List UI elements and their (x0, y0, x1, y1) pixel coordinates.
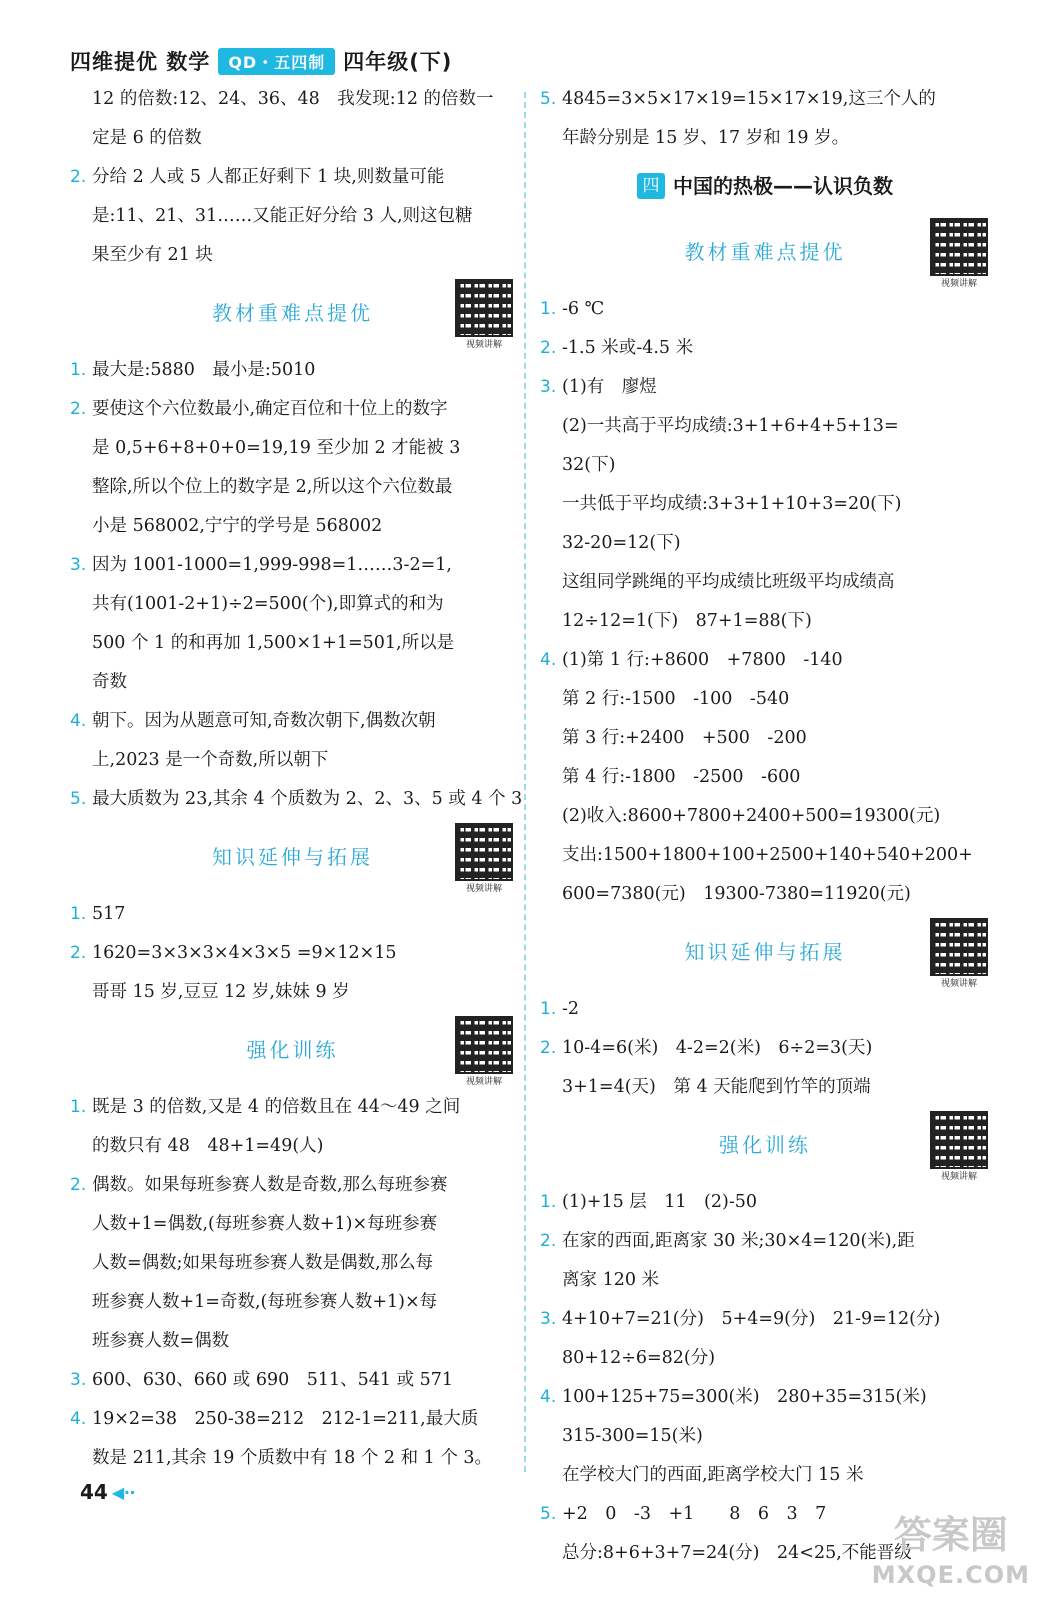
qr-code[interactable] (453, 1016, 515, 1088)
answer-item (70, 702, 515, 780)
answer-line: 19×2=38 250-38=212 212-1=211,最大质 (92, 1409, 479, 1429)
item-number: 1. (70, 904, 87, 924)
item-number: 4. (540, 1387, 557, 1407)
item-number: 2. (540, 338, 557, 358)
answer-item (70, 1400, 515, 1478)
answer-line: 4+10+7=21(分) 5+4=9(分) 21-9=12(分) (562, 1309, 941, 1329)
right-section-1-items (540, 290, 990, 914)
page-header (70, 44, 452, 78)
answer-line: 32(下) (562, 455, 616, 475)
answer-line: 数是 211,其余 19 个质数中有 18 个 2 和 1 个 3。 (92, 1448, 493, 1468)
item-number: 2. (70, 943, 87, 963)
answer-item (70, 1088, 515, 1166)
answer-line: 朝下。因为从题意可知,奇数次朝下,偶数次朝 (92, 711, 436, 731)
chapter-title: 中国的热极——认识负数 (673, 173, 893, 198)
chapter-heading (540, 158, 990, 214)
item-number: 4. (70, 711, 87, 731)
answer-item (540, 329, 990, 368)
answer-item (70, 934, 515, 1012)
item-number: 1. (70, 360, 87, 380)
answer-line: 离家 120 米 (562, 1270, 660, 1290)
answer-line: 600、630、660 或 690 511、541 或 571 (92, 1370, 454, 1390)
left-intro (70, 80, 515, 158)
qr-code-icon (455, 823, 513, 881)
answer-line: 分给 2 人或 5 人都正好剩下 1 块,则数量可能 (92, 167, 445, 187)
right-section-3-header (540, 1107, 990, 1183)
qr-caption: 视频讲解 (465, 884, 502, 894)
answer-item (70, 390, 515, 546)
answer-line: 既是 3 的倍数,又是 4 的倍数且在 44～49 之间 (92, 1097, 461, 1117)
answer-line: 整除,所以个位上的数字是 2,所以这个六位数最 (92, 477, 453, 497)
item-number: 1. (70, 1097, 87, 1117)
qr-caption: 视频讲解 (940, 279, 977, 289)
answer-line: 支出:1500+1800+100+2500+140+540+200+ (562, 845, 973, 865)
answer-item (70, 780, 523, 819)
qr-caption: 视频讲解 (940, 979, 977, 989)
answer-line: 在学校大门的西面,距离学校大门 15 米 (562, 1465, 864, 1485)
qr-caption: 视频讲解 (940, 1172, 977, 1182)
answer-line: 600=7380(元) 19300-7380=11920(元) (562, 884, 911, 904)
right-section-2-items (540, 990, 990, 1107)
answer-line: 人数+1=偶数,(每班参赛人数+1)×每班参赛 (92, 1214, 438, 1234)
left-arrow-icon: ◀‧‧ (111, 1482, 136, 1502)
answer-line: 总分:8+6+3+7=24(分) 24<25,不能晋级 (562, 1543, 912, 1563)
qr-code-icon (455, 279, 513, 337)
answer-line: (2)收入:8600+7800+2400+500=19300(元) (562, 806, 941, 826)
answer-item (70, 351, 515, 390)
left-intro-item-2 (70, 158, 515, 275)
qr-code-icon (455, 1016, 513, 1074)
edition-badge: QD・五四制 (218, 48, 335, 75)
answer-item (70, 546, 515, 702)
answer-item (540, 641, 990, 914)
answer-line: 1620=3×3×3×4×3×5 =9×12×15 (92, 943, 397, 963)
section-title: 知识延伸与拓展 (684, 939, 846, 964)
item-number: 5. (540, 89, 557, 109)
right-column (540, 80, 990, 1573)
answer-item (540, 1300, 990, 1378)
answer-item (70, 1166, 515, 1361)
answer-item (540, 990, 990, 1029)
answer-line: 果至少有 21 块 (92, 245, 213, 265)
answer-line: 100+125+75=300(米) 280+35=315(米) (562, 1387, 927, 1407)
item-number: 2. (70, 167, 87, 187)
answer-line: 是:11、21、31……又能正好分给 3 人,则这包糖 (92, 206, 473, 226)
answer-line: 年龄分别是 15 岁、17 岁和 19 岁。 (562, 128, 850, 148)
qr-code[interactable] (928, 1111, 990, 1183)
item-number: 1. (540, 1192, 557, 1212)
section-title: 强化训练 (719, 1132, 811, 1157)
right-section-2-header (540, 914, 990, 990)
item-number: 2. (540, 1038, 557, 1058)
answer-line: 人数=偶数;如果每班参赛人数是偶数,那么每 (92, 1253, 434, 1273)
qr-code-icon (930, 918, 988, 976)
answer-line: 是 0,5+6+8+0+0=19,19 至少加 2 才能被 3 (92, 438, 461, 458)
answer-item (70, 895, 515, 934)
answer-line: 3+1=4(天) 第 4 天能爬到竹竿的顶端 (562, 1077, 871, 1097)
right-item-5 (540, 80, 990, 158)
site-watermark (872, 1515, 1030, 1595)
answer-item (540, 1029, 990, 1107)
left-section-3-items (70, 1088, 515, 1478)
answer-line: 因为 1001-1000=1,999-998=1……3-2=1, (92, 555, 452, 575)
chapter-number-badge: 四 (637, 173, 665, 199)
answer-line: 最大是:5880 最小是:5010 (92, 360, 316, 380)
grade-label: 四年级(下) (343, 50, 453, 74)
qr-code[interactable] (928, 918, 990, 990)
answer-line: 哥哥 15 岁,豆豆 12 岁,妹妹 9 岁 (92, 982, 350, 1002)
item-number: 3. (70, 1370, 87, 1390)
answer-line: 第 2 行:-1500 -100 -540 (562, 689, 790, 709)
qr-code-icon (930, 1111, 988, 1169)
item-number: 4. (540, 650, 557, 670)
answer-line: 这组同学跳绳的平均成绩比班级平均成绩高 (562, 572, 895, 592)
answer-line: 10-4=6(米) 4-2=2(米) 6÷2=3(天) (562, 1038, 873, 1058)
column-divider (524, 92, 526, 1472)
item-number: 2. (70, 399, 87, 419)
item-number: 2. (540, 1231, 557, 1251)
answer-line: 奇数 (92, 672, 127, 692)
answer-line: 第 4 行:-1800 -2500 -600 (562, 767, 801, 787)
section-title: 知识延伸与拓展 (212, 844, 373, 869)
answer-line: (1)有 廖煜 (562, 377, 657, 397)
answer-line: (1)第 1 行:+8600 +7800 -140 (562, 650, 843, 670)
answer-line: -6 ℃ (562, 299, 605, 319)
answer-line: 上,2023 是一个奇数,所以朝下 (92, 750, 329, 770)
qr-caption: 视频讲解 (465, 340, 502, 350)
left-section-2-header (70, 819, 515, 895)
item-number: 3. (70, 555, 87, 575)
left-column (70, 80, 523, 1478)
page-number-text: 44 (80, 1480, 108, 1504)
answer-line: -1.5 米或-4.5 米 (562, 338, 694, 358)
left-section-1-header (70, 275, 515, 351)
left-section-1-items (70, 351, 523, 819)
qr-code-icon (930, 218, 988, 276)
answer-line: 班参赛人数=偶数 (92, 1331, 230, 1351)
answer-line: 共有(1001-2+1)÷2=500(个),即算式的和为 (92, 594, 444, 614)
answer-line: 小是 568002,宁宁的学号是 568002 (92, 516, 383, 536)
item-number: 3. (540, 377, 557, 397)
answer-line: 32-20=12(下) (562, 533, 681, 553)
qr-caption: 视频讲解 (465, 1077, 502, 1087)
item-number: 3. (540, 1309, 557, 1329)
answer-line: -2 (562, 999, 580, 1019)
answer-line: 80+12÷6=82(分) (562, 1348, 716, 1368)
answer-line: 偶数。如果每班参赛人数是奇数,那么每班参赛 (92, 1175, 448, 1195)
answer-line: 班参赛人数+1=奇数,(每班参赛人数+1)×每 (92, 1292, 438, 1312)
item-number: 1. (540, 999, 557, 1019)
answer-line: 315-300=15(米) (562, 1426, 703, 1446)
left-section-3-header (70, 1012, 515, 1088)
item-number: 4. (70, 1409, 87, 1429)
qr-code[interactable] (928, 218, 990, 290)
answer-line: 一共低于平均成绩:3+3+1+10+3=20(下) (562, 494, 902, 514)
qr-code[interactable] (453, 823, 515, 895)
section-title: 强化训练 (246, 1037, 339, 1062)
book-title: 四维提优 数学 (70, 50, 211, 74)
answer-item (540, 290, 990, 329)
section-title: 教材重难点提优 (684, 239, 846, 264)
answer-item (70, 1361, 515, 1400)
answer-line: 要使这个六位数最小,确定百位和十位上的数字 (92, 399, 448, 419)
answer-line: 517 (92, 904, 126, 924)
watermark-url: MXQE.COM (871, 1561, 1030, 1589)
answer-line: 4845=3×5×17×19=15×17×19,这三个人的 (562, 89, 936, 109)
right-section-1-header (540, 214, 990, 290)
answer-line: 的数只有 48 48+1=49(人) (92, 1136, 324, 1156)
item-number: 5. (70, 789, 87, 809)
answer-line: 500 个 1 的和再加 1,500×1+1=501,所以是 (92, 633, 455, 653)
answer-item (540, 1378, 990, 1495)
answer-line: 定是 6 的倍数 (92, 128, 202, 148)
answer-item (540, 1222, 990, 1300)
answer-line: 在家的西面,距离家 30 米;30×4=120(米),距 (562, 1231, 915, 1251)
answer-line: +2 0 -3 +1 8 6 3 7 (562, 1504, 827, 1524)
answer-line: 最大质数为 23,其余 4 个质数为 2、2、3、5 或 4 个 3 (92, 789, 523, 809)
answer-item (540, 1183, 990, 1222)
watermark-logo-text: 答案圈 (893, 1513, 1008, 1557)
section-title: 教材重难点提优 (212, 300, 373, 325)
answer-line: 第 3 行:+2400 +500 -200 (562, 728, 807, 748)
answer-line: 12 的倍数:12、24、36、48 我发现:12 的倍数一 (92, 89, 494, 109)
answer-line: 12÷12=1(下) 87+1=88(下) (562, 611, 812, 631)
answer-line: (1)+15 层 11 (2)-50 (562, 1192, 758, 1212)
left-section-2-items (70, 895, 515, 1012)
answer-item (540, 368, 990, 641)
item-number: 5. (540, 1504, 557, 1524)
qr-code[interactable] (453, 279, 515, 351)
item-number: 2. (70, 1175, 87, 1195)
page-number (80, 1480, 135, 1504)
answer-line: (2)一共高于平均成绩:3+1+6+4+5+13= (562, 416, 899, 436)
item-number: 1. (540, 299, 557, 319)
